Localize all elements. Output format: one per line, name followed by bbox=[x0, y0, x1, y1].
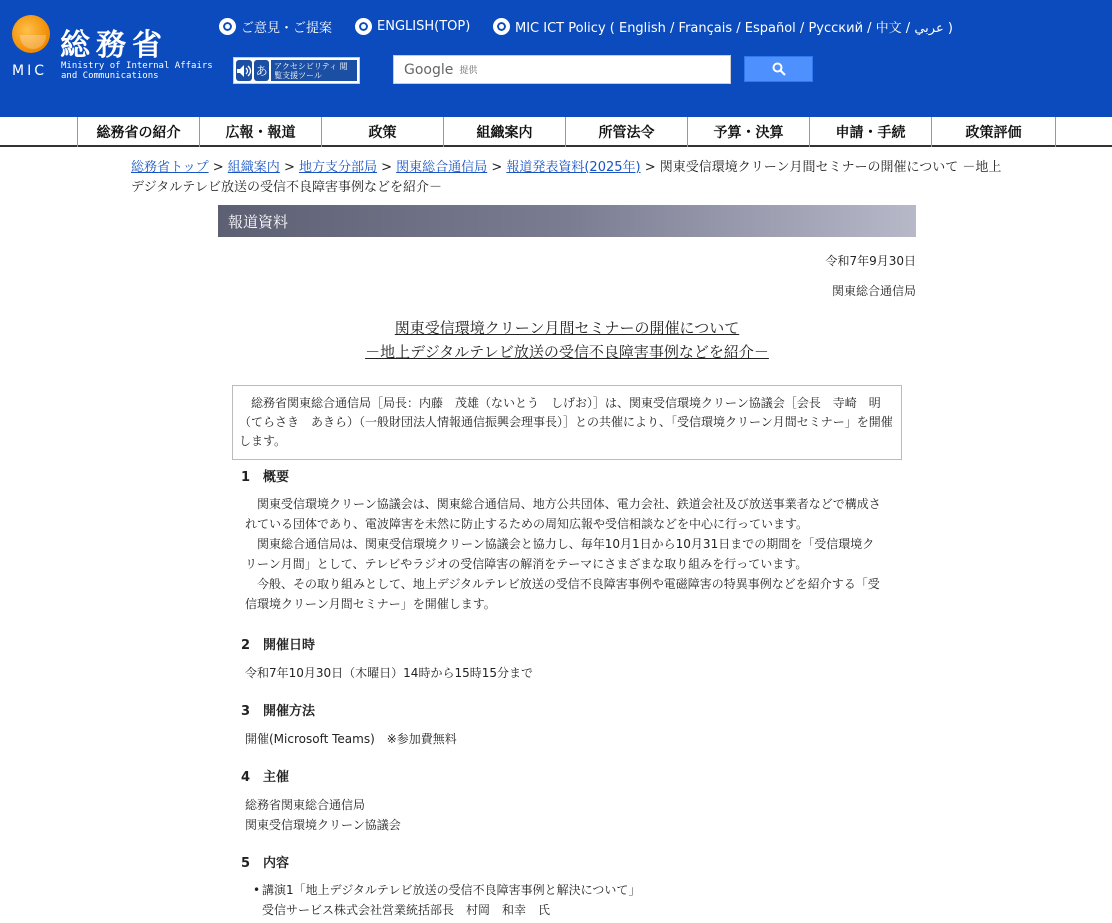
organizer-2: 関東受信環境クリーン協議会 bbox=[245, 818, 401, 832]
organizer-1: 総務省関東総合通信局 bbox=[245, 798, 366, 812]
breadcrumb-separator: > bbox=[208, 160, 228, 175]
nav-item-about[interactable]: 総務省の紹介 bbox=[77, 117, 199, 147]
press-release-header: 報道資料 bbox=[218, 205, 916, 237]
english-top-link-label: ENGLISH(TOP) bbox=[377, 18, 471, 34]
event-method: 開催(Microsoft Teams) ※参加費無料 bbox=[245, 732, 457, 746]
google-brand-sub: 提供 bbox=[459, 66, 478, 76]
english-top-link[interactable] bbox=[355, 16, 470, 36]
breadcrumb-current: 関東受信環境クリーン月間セミナーの開催について －地上デジタルテレビ放送の受信不良障害事例などを紹介－ bbox=[131, 160, 1002, 195]
logo-english-name[interactable] bbox=[61, 61, 213, 81]
accessibility-label: アクセシビリティ 閲覧支援ツール bbox=[271, 60, 357, 81]
breadcrumb-link-kanto-bureau[interactable]: 関東総合通信局 bbox=[396, 160, 488, 175]
section-heading-method: 3 開催方法 bbox=[241, 704, 316, 719]
search-button[interactable] bbox=[744, 56, 813, 82]
breadcrumb-link-top[interactable]: 総務省トップ bbox=[131, 160, 209, 175]
nav-item-applications[interactable]: 申請・手続 bbox=[809, 117, 931, 147]
overview-paragraph-2: 関東総合通信局は、関東受信環境クリーン協議会と協力し、毎年10月1日から10月31日までの期間を「受信環境クリーン月間」として、テレビやラジオの受信障害の解消をテーマにさまざまな取り組みを行っています。 bbox=[245, 537, 875, 571]
global-nav bbox=[0, 117, 1112, 147]
hiragana-a-icon: あ bbox=[254, 60, 269, 81]
breadcrumb bbox=[131, 158, 1011, 198]
mic-logo-icon[interactable] bbox=[12, 15, 50, 53]
nav-item-laws[interactable]: 所管法令 bbox=[565, 117, 687, 147]
title-line2: －地上デジタルテレビ放送の受信不良障害事例などを紹介－ bbox=[365, 343, 769, 361]
speaker-icon bbox=[236, 60, 252, 81]
page-title bbox=[218, 316, 916, 364]
site-header bbox=[0, 0, 1112, 117]
breadcrumb-separator: > bbox=[377, 160, 397, 175]
google-brand: Google bbox=[404, 61, 454, 78]
release-bureau: 関東総合通信局 bbox=[831, 284, 916, 298]
ict-policy-link-label: MIC ICT Policy ( English / Français / Español / Русский / 中文 / عربي ) bbox=[515, 20, 953, 36]
breadcrumb-link-press-2025[interactable]: 報道発表資料(2025年) bbox=[506, 160, 641, 175]
section-body-overview bbox=[245, 494, 885, 614]
breadcrumb-separator: > bbox=[279, 160, 299, 175]
nav-item-press[interactable]: 広報・報道 bbox=[199, 117, 321, 147]
title-line1: 関東受信環境クリーン月間セミナーの開催について bbox=[394, 319, 740, 337]
logo-kanji[interactable]: 総務省 bbox=[60, 28, 168, 63]
overview-paragraph-3: 今般、その取り組みとして、地上デジタルテレビ放送の受信不良障害事例や電磁障害の特異事例などを紹介する「受信環境クリーン月間セミナー」を開催します。 bbox=[245, 577, 880, 611]
ict-policy-link[interactable] bbox=[493, 16, 953, 36]
breadcrumb-link-organization[interactable]: 組織案内 bbox=[227, 160, 280, 175]
site-search-input[interactable] bbox=[393, 55, 731, 84]
radio-bullet-icon bbox=[493, 18, 510, 35]
nav-item-organization[interactable]: 組織案内 bbox=[443, 117, 565, 147]
lead-text: 総務省関東総合通信局［局長：内藤 茂雄（ないとう しげお）］は、関東受信環境クリーン協議会［会長 寺崎 明（てらさき あきら）（一般財団法人情報通信振興会理事長）］との共催により、「受信環境クリーン月間セミナー」を開催します。 bbox=[239, 396, 893, 448]
logo-mic-text[interactable]: MIC bbox=[12, 63, 47, 79]
logo-english-line1: Ministry of Internal Affairs bbox=[61, 61, 213, 71]
organizer-list bbox=[245, 795, 885, 835]
section-heading-datetime: 2 開催日時 bbox=[241, 638, 316, 653]
section-heading-overview: 1 概要 bbox=[241, 470, 290, 485]
search-icon bbox=[772, 62, 786, 76]
lecture-1-title: • 講演1「地上デジタルテレビ放送の受信不良障害事例と解決について」 bbox=[262, 883, 641, 897]
event-datetime: 令和7年10月30日（木曜日）14時から15時15分まで bbox=[245, 666, 533, 680]
lead-summary bbox=[232, 385, 902, 460]
nav-item-evaluation[interactable]: 政策評価 bbox=[931, 117, 1056, 147]
release-date: 令和7年9月30日 bbox=[825, 254, 916, 268]
accessibility-tool-button[interactable] bbox=[233, 57, 360, 84]
breadcrumb-separator: > bbox=[487, 160, 507, 175]
nav-item-policy[interactable]: 政策 bbox=[321, 117, 443, 147]
opinion-link-label: ご意見・ご提案 bbox=[241, 20, 333, 36]
radio-bullet-icon bbox=[355, 18, 372, 35]
logo-english-line2: and Communications bbox=[61, 71, 159, 81]
section-heading-content: 5 内容 bbox=[241, 856, 290, 871]
section-heading-organizer: 4 主催 bbox=[241, 770, 290, 785]
overview-paragraph-1: 関東受信環境クリーン協議会は、関東総合通信局、地方公共団体、電力会社、鉄道会社及び放送事業者などで構成されている団体であり、電波障害を未然に防止するための周知広報や受信相談などを中心に行っています。 bbox=[245, 497, 881, 531]
breadcrumb-link-regional[interactable]: 地方支分部局 bbox=[298, 160, 377, 175]
list-item bbox=[262, 880, 640, 920]
lecture-1-speaker: 受信サービス株式会社営業統括部長 村岡 和幸 氏 bbox=[262, 903, 551, 917]
opinion-link[interactable] bbox=[219, 16, 332, 36]
nav-item-budget[interactable]: 予算・決算 bbox=[687, 117, 809, 147]
breadcrumb-separator: > bbox=[640, 160, 660, 175]
radio-bullet-icon bbox=[219, 18, 236, 35]
